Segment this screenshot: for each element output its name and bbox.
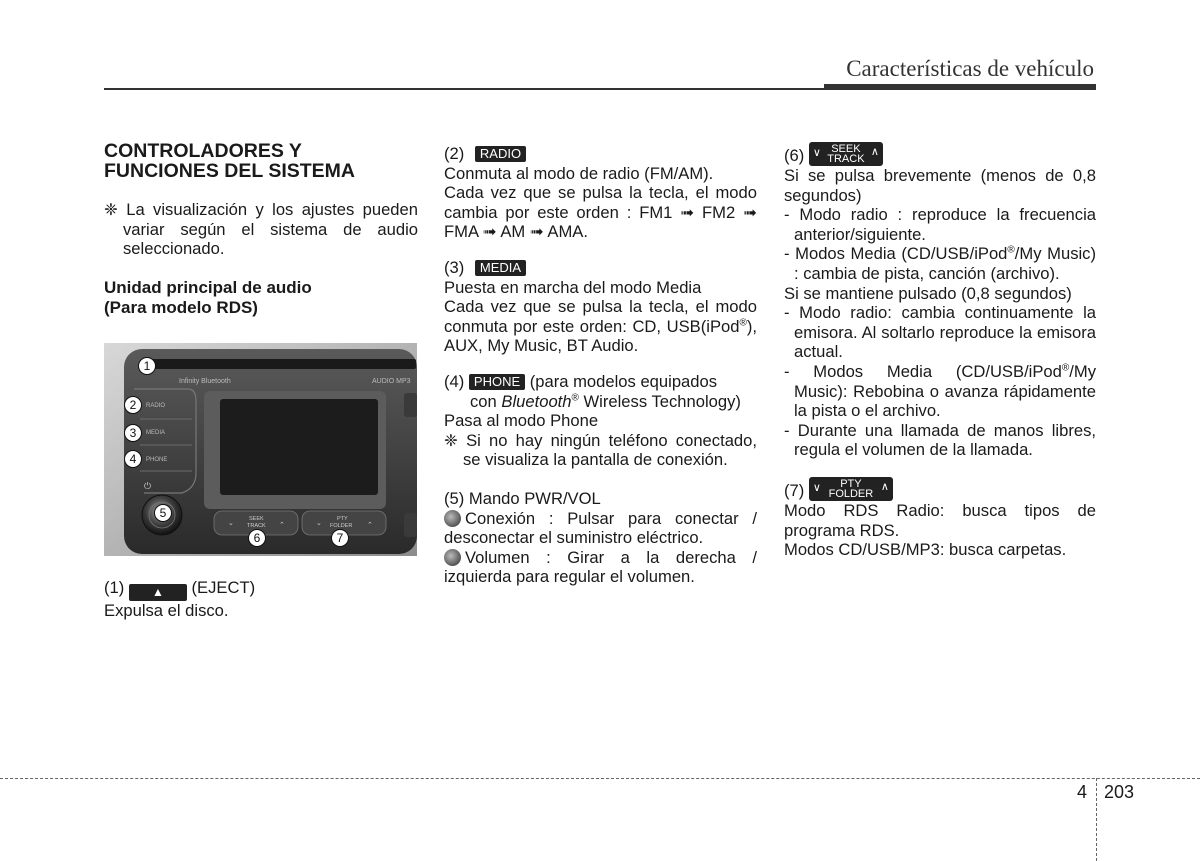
phone-text: Pasa al modo Phone	[444, 411, 599, 431]
phone-models: (para modelos equipados	[529, 371, 718, 391]
cd-slot	[144, 359, 416, 369]
display-note: ❈ La visualización y los ajustes pueden variar según el sistema de audio seleccionado.	[104, 200, 418, 259]
section-heading-line-1: CONTROLADORES Y	[104, 140, 302, 162]
phone-bluetooth-line: con Bluetooth® Wireless Technology)	[470, 391, 741, 411]
audio-unit-illustration	[104, 343, 417, 556]
pty-label: PTY	[337, 516, 348, 522]
seek-media-mode: - Modos Media (CD/USB/iPod®/My Music) : cambia de pista, canción (archivo).	[784, 244, 1096, 283]
page-header-title: Características de vehículo	[846, 56, 1094, 81]
display-screen	[220, 399, 378, 495]
section-heading	[104, 142, 418, 181]
pty-rds-text: Modo RDS Radio: busca tipos de programa RDS.	[784, 500, 1096, 540]
pty-folder-badge: ∨ PTY FOLDER ∧	[809, 477, 893, 501]
eject-icon: ▲	[129, 584, 187, 601]
seek-label: SEEK	[249, 516, 264, 522]
radio-text-2: Cada vez que se pulsa la tecla, el modo cambia por este orden : FM1 ➟ FM2 ➟ FMA ➟ AM ➟ AMA.	[444, 183, 757, 242]
media-number: (3)	[444, 257, 465, 277]
pwr-connect-text: Conexión : Pulsar para conectar / desconectar el suministro eléctrico.	[444, 508, 757, 548]
brand-logo: Infinity Bluetooth	[179, 378, 231, 385]
pwr-vol-title: (5) Mando PWR/VOL	[444, 488, 601, 508]
knob-rotate-icon	[444, 549, 461, 566]
chapter-number: 4	[1077, 782, 1088, 802]
chevron-down-icon: ∨	[812, 481, 821, 494]
section-heading-line-2: FUNCIONES DEL SISTEMA	[104, 159, 355, 182]
seek-up-icon: ⌃	[279, 522, 285, 529]
seek-track-badge: ∨ SEEK TRACK ∧	[809, 142, 883, 166]
phone-heading	[444, 372, 757, 392]
subheading	[104, 278, 418, 318]
seek-number: (6)	[784, 146, 805, 165]
eject-line	[104, 578, 418, 601]
media-text-1: Puesta en marcha del modo Media	[444, 277, 702, 297]
power-icon: ⏻	[144, 481, 152, 491]
chevron-down-icon: ∨	[812, 147, 821, 159]
audio-unit-drawing	[104, 343, 417, 556]
seek-long-press: Si se mantiene pulsado (0,8 segundos)	[784, 283, 1072, 303]
column-2	[444, 144, 757, 587]
phone-number: (4)	[444, 371, 465, 391]
pty-number: (7)	[784, 480, 805, 500]
phone-note: ❈ Si no hay ningún teléfono conectado, se visualiza la pantalla de conexión.	[444, 430, 757, 470]
phone-badge: PHONE	[469, 374, 525, 390]
format-logos: AUDIO MP3	[372, 378, 411, 385]
header-rule-accent	[824, 84, 1096, 90]
radio-heading	[444, 144, 757, 164]
seek-call-volume: - Durante una llamada de manos libres, regula el volumen de la llamada.	[784, 420, 1096, 460]
callout-5: 5	[154, 504, 172, 522]
pty-down-icon: ⌄	[316, 520, 322, 527]
radio-button: RADIO	[146, 403, 166, 409]
seek-media-hold: - Modos Media (CD/USB/iPod®/My Music): Rebobina o avanza rápidamente la pista o el archivo.	[784, 361, 1096, 421]
media-button: MEDIA	[146, 430, 166, 436]
callout-4: 4	[124, 450, 142, 468]
seek-short-press: Si se pulsa brevemente (menos de 0,8 segundos)	[784, 166, 1096, 205]
media-badge: MEDIA	[475, 260, 526, 276]
phone-button: PHONE	[146, 457, 168, 463]
footer-rule	[0, 778, 1200, 779]
chevron-up-icon: ∧	[880, 480, 889, 493]
seek-radio-hold: - Modo radio: cambia continuamente la emisora. Al soltarlo reproduce la emisora actual.	[784, 303, 1096, 362]
pty-cd-text: Modos CD/USB/MP3: busca carpetas.	[784, 540, 1067, 560]
eject-description: Expulsa el disco.	[104, 601, 229, 620]
callout-1: 1	[138, 357, 156, 375]
track-label: TRACK	[247, 523, 266, 529]
radio-badge: RADIO	[475, 146, 526, 162]
knob-press-icon	[444, 510, 461, 527]
column-3	[784, 142, 1096, 560]
subheading-line-2: (Para modelo RDS)	[104, 297, 258, 317]
folder-label: FOLDER	[330, 523, 353, 529]
eject-number: (1)	[104, 578, 125, 597]
registered-mark: ®	[739, 317, 747, 329]
callout-7: 7	[331, 529, 349, 547]
footer-divider	[1096, 778, 1097, 861]
pwr-volume-text: Volumen : Girar a la derecha / izquierda para regular el volumen.	[444, 547, 757, 587]
pty-up-icon: ⌃	[367, 522, 373, 529]
chevron-up-icon: ∧	[870, 146, 879, 158]
radio-text-1: Conmuta al modo de radio (FM/AM).	[444, 163, 714, 183]
seek-down-icon: ⌄	[228, 520, 234, 527]
page-number: 203	[1104, 782, 1135, 802]
radio-number: (2)	[444, 144, 465, 163]
callout-2: 2	[124, 396, 142, 414]
column-1	[104, 138, 418, 318]
callout-3: 3	[124, 424, 142, 442]
subheading-line-1: Unidad principal de audio	[104, 277, 312, 297]
eject-section	[104, 578, 418, 621]
media-text-2: Cada vez que se pulsa la tecla, el modo conmuta por este orden: CD, USB(iPod®), AUX, My Music, BT Audio.	[444, 297, 757, 356]
seek-radio-mode: - Modo radio : reproduce la frecuencia anterior/siguiente.	[784, 205, 1096, 244]
eject-label: (EJECT)	[191, 578, 256, 597]
pty-heading	[784, 477, 1096, 501]
callout-6: 6	[248, 529, 266, 547]
seek-heading	[784, 142, 1096, 166]
media-heading	[444, 258, 757, 278]
